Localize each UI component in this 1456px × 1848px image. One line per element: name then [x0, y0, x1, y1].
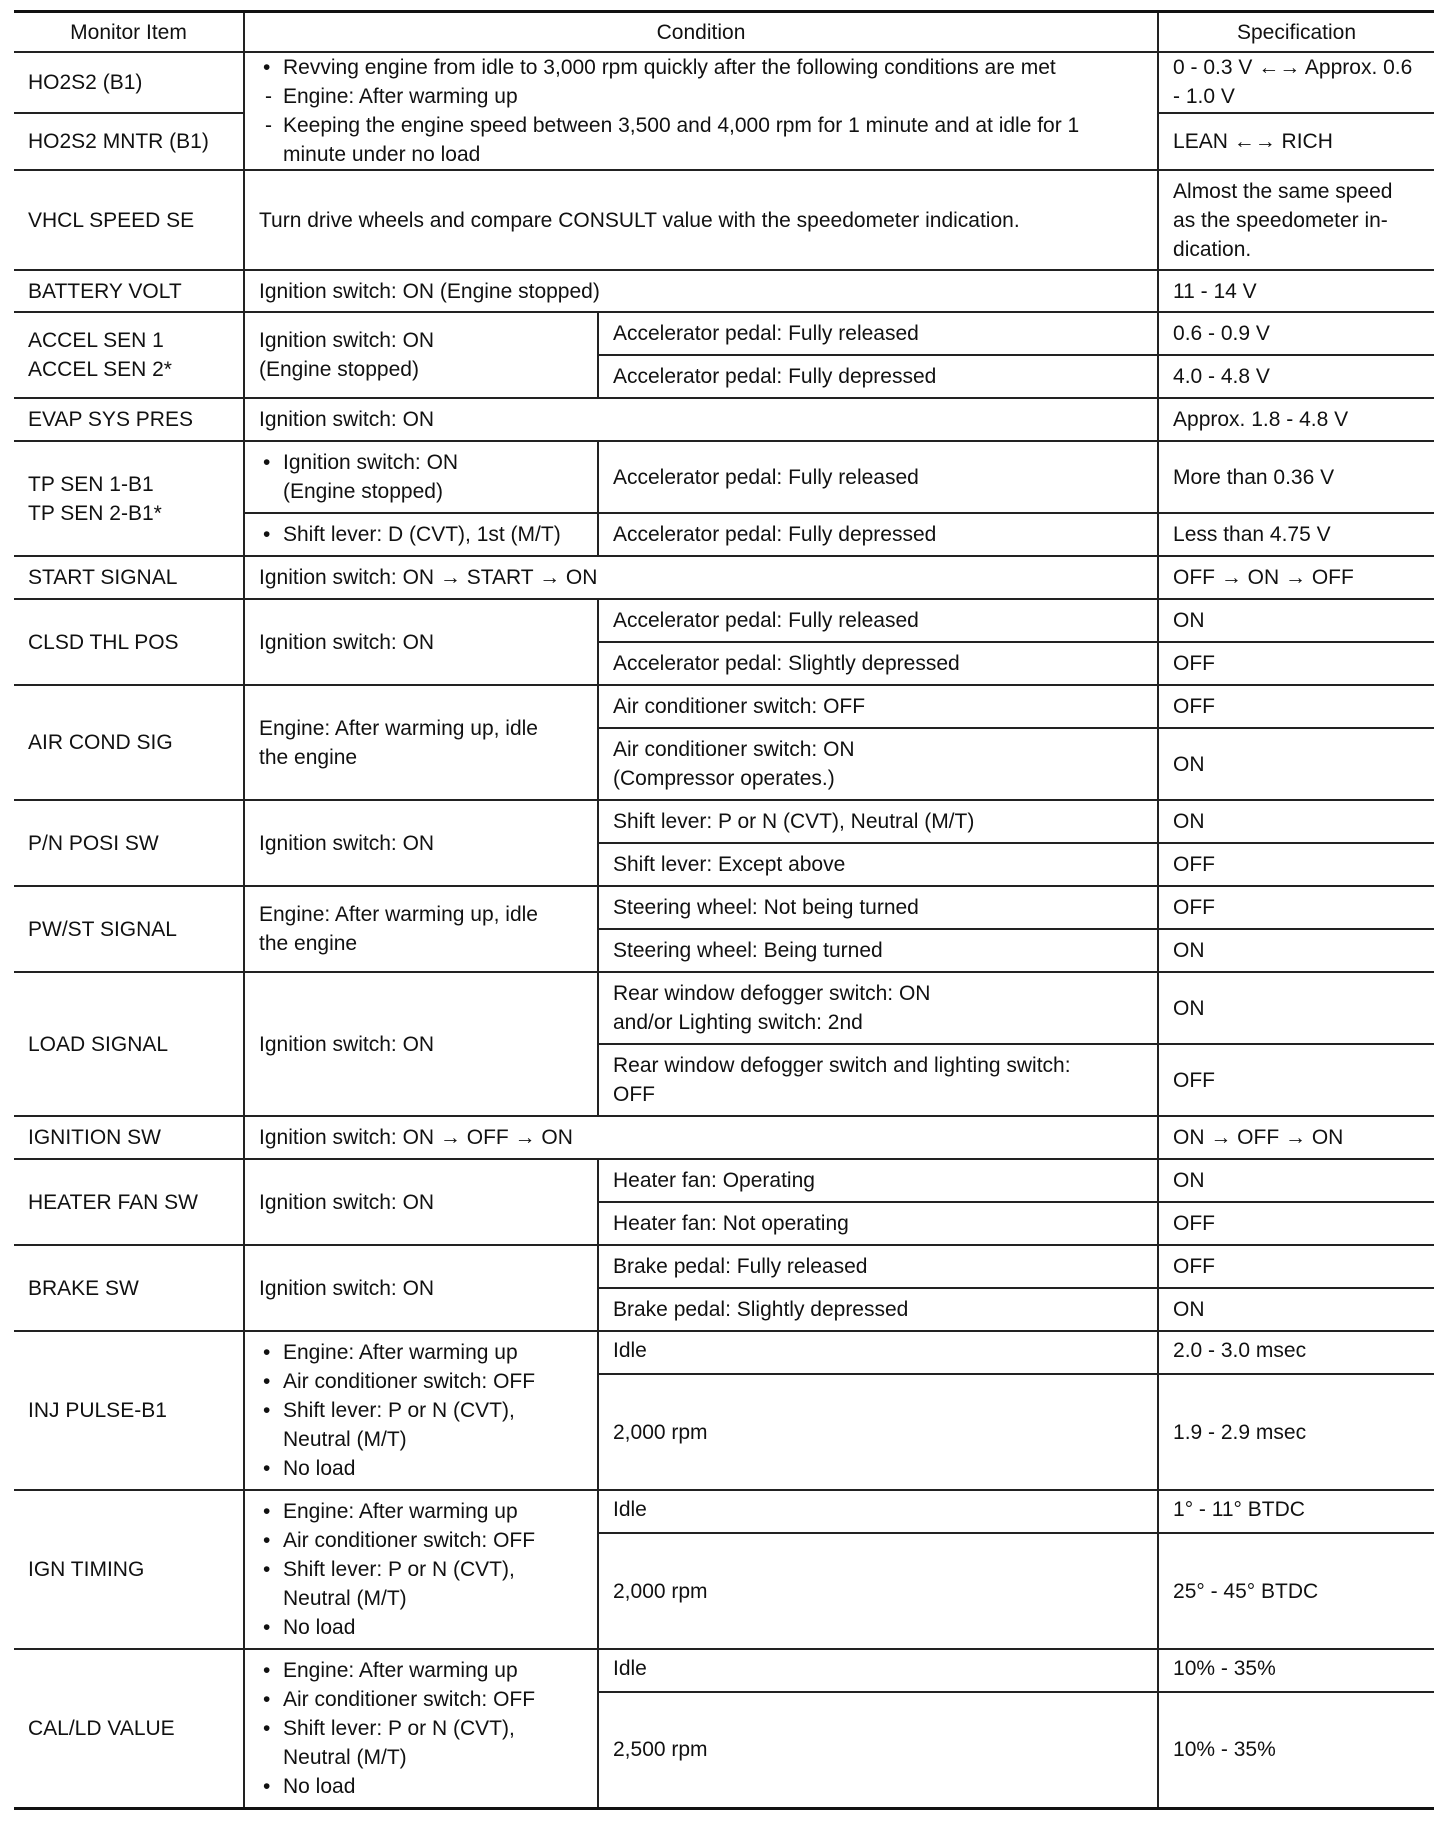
monitor-item: HEATER FAN SW — [14, 1159, 244, 1245]
sub-condition: Steering wheel: Not being turned — [598, 886, 1158, 929]
sub-condition-line: and/or Lighting switch: 2nd — [613, 1011, 863, 1034]
condition-cell — [244, 1331, 598, 1490]
spec-value: OFF — [1158, 1044, 1434, 1116]
spec-value: OFF — [1158, 1245, 1434, 1288]
table-row — [14, 1245, 1434, 1288]
monitor-item: BRAKE SW — [14, 1245, 244, 1331]
condition-cell — [244, 441, 598, 513]
table-row — [14, 312, 1434, 355]
spec-value: OFF — [1158, 1202, 1434, 1245]
sub-condition — [598, 972, 1158, 1044]
sub-condition: Shift lever: P or N (CVT), Neutral (M/T) — [598, 800, 1158, 843]
sub-condition: Accelerator pedal: Fully released — [598, 312, 1158, 355]
sub-condition: Air conditioner switch: OFF — [598, 685, 1158, 728]
spec-value: 0 - 0.3 V ←→ Approx. 0.6 - 1.0 V — [1158, 52, 1434, 113]
monitor-item: IGN TIMING — [14, 1490, 244, 1649]
table-row — [14, 556, 1434, 599]
condition-cell — [244, 513, 598, 556]
spec-value: 10% - 35% — [1158, 1692, 1434, 1808]
condition-cell: Ignition switch: ON (Engine stopped) — [244, 270, 1158, 312]
table-row — [14, 800, 1434, 843]
table-row — [14, 441, 1434, 513]
condition-line: (Engine stopped) — [259, 358, 419, 381]
spec-value: LEAN ←→ RICH — [1158, 113, 1434, 171]
condition-cell: Turn drive wheels and compare CONSULT value with the speedometer indication. — [244, 170, 1158, 270]
sub-condition: 2,000 rpm — [598, 1374, 1158, 1490]
spec-value: OFF — [1158, 642, 1434, 685]
spec-value: ON — [1158, 800, 1434, 843]
monitor-item: LOAD SIGNAL — [14, 972, 244, 1116]
monitor-item: PW/ST SIGNAL — [14, 886, 244, 972]
condition-line: • Shift lever: P or N (CVT), — [283, 1716, 515, 1740]
table-row — [14, 1331, 1434, 1374]
condition-bullet: • Shift lever: D (CVT), 1st (M/T) — [259, 520, 583, 549]
monitor-item: CLSD THL POS — [14, 599, 244, 685]
condition-line: • Ignition switch: ON — [283, 451, 459, 474]
monitor-item: HO2S2 MNTR (B1) — [14, 113, 244, 171]
condition-cell — [244, 312, 598, 398]
sub-condition-line: Rear window defogger switch: ON — [613, 982, 931, 1005]
spec-value: More than 0.36 V — [1158, 441, 1434, 513]
condition-line: (Engine stopped) — [283, 480, 443, 503]
condition-bullet: • Engine: After warming up — [259, 1338, 583, 1367]
sub-condition: Idle — [598, 1331, 1158, 1374]
condition-cell — [244, 886, 598, 972]
spec-value: OFF → ON → OFF — [1158, 556, 1434, 599]
spec-value: 1° - 11° BTDC — [1158, 1490, 1434, 1533]
sub-condition: Idle — [598, 1490, 1158, 1533]
monitor-item: INJ PULSE-B1 — [14, 1331, 244, 1490]
condition-cell — [244, 685, 598, 800]
table-row — [14, 1649, 1434, 1692]
condition-cell: Ignition switch: ON — [244, 599, 598, 685]
sub-condition — [598, 1044, 1158, 1116]
sub-condition: Accelerator pedal: Fully released — [598, 441, 1158, 513]
spec-value: Less than 4.75 V — [1158, 513, 1434, 556]
monitor-item: IGNITION SW — [14, 1116, 244, 1159]
condition-cell: Ignition switch: ON → START → ON — [244, 556, 1158, 599]
sub-condition: 2,500 rpm — [598, 1692, 1158, 1808]
table-row — [14, 1159, 1434, 1202]
sub-condition: Steering wheel: Being turned — [598, 929, 1158, 972]
sub-condition: Idle — [598, 1649, 1158, 1692]
condition-line: Neutral (M/T) — [283, 1745, 407, 1769]
header-condition: Condition — [244, 12, 1158, 53]
spec-value: ON — [1158, 929, 1434, 972]
sub-condition: Shift lever: Except above — [598, 843, 1158, 886]
spec-value: OFF — [1158, 886, 1434, 929]
sub-condition-line: OFF — [613, 1083, 655, 1106]
condition-dash: - Keeping the engine speed between 3,500 and 4,000 rpm for 1 minute and at idle for 1 minute under no load — [259, 111, 1143, 169]
header-row — [14, 12, 1434, 53]
spec-value: OFF — [1158, 685, 1434, 728]
sub-condition: Accelerator pedal: Fully released — [598, 599, 1158, 642]
condition-bullet — [259, 1714, 583, 1772]
monitor-spec-table — [14, 10, 1434, 1810]
table-row — [14, 599, 1434, 642]
condition-cell: Ignition switch: ON — [244, 1159, 598, 1245]
sub-condition: 2,000 rpm — [598, 1533, 1158, 1649]
sub-condition: Brake pedal: Slightly depressed — [598, 1288, 1158, 1331]
spec-value: OFF — [1158, 843, 1434, 886]
sub-condition-line: Rear window defogger switch and lighting switch: — [613, 1054, 1071, 1077]
sub-condition: Heater fan: Operating — [598, 1159, 1158, 1202]
condition-line: Engine: After warming up, idle — [259, 903, 538, 926]
condition-line: the engine — [259, 932, 358, 955]
monitor-item: VHCL SPEED SE — [14, 170, 244, 270]
spec-value: ON → OFF → ON — [1158, 1116, 1434, 1159]
condition-bullet — [259, 448, 583, 506]
spec-value: ON — [1158, 599, 1434, 642]
condition-cell — [244, 1649, 598, 1808]
sub-condition-line: Air conditioner switch: ON — [613, 738, 855, 761]
spec-value: Approx. 1.8 - 4.8 V — [1158, 398, 1434, 441]
condition-cell — [244, 1490, 598, 1649]
monitor-item: HO2S2 (B1) — [14, 52, 244, 113]
sub-condition — [598, 728, 1158, 800]
spec-value: ON — [1158, 1159, 1434, 1202]
spec-value: 11 - 14 V — [1158, 270, 1434, 312]
condition-cell: Ignition switch: ON — [244, 972, 598, 1116]
condition-bullet: • Air conditioner switch: OFF — [259, 1526, 583, 1555]
spec-page — [14, 10, 1434, 1810]
sub-condition: Accelerator pedal: Fully depressed — [598, 513, 1158, 556]
condition-bullet: • Revving engine from idle to 3,000 rpm quickly after the following conditions are met — [259, 53, 1143, 82]
monitor-item — [14, 441, 244, 556]
monitor-item: CAL/LD VALUE — [14, 1649, 244, 1808]
spec-value: 0.6 - 0.9 V — [1158, 312, 1434, 355]
condition-line: Neutral (M/T) — [283, 1428, 407, 1451]
spec-value: 10% - 35% — [1158, 1649, 1434, 1692]
monitor-item-line: ACCEL SEN 1 — [28, 329, 164, 352]
monitor-item — [14, 312, 244, 398]
sub-condition: Heater fan: Not operating — [598, 1202, 1158, 1245]
table-row — [14, 1116, 1434, 1159]
monitor-item: AIR COND SIG — [14, 685, 244, 800]
table-row — [14, 398, 1434, 441]
table-row — [14, 270, 1434, 312]
sub-condition: Accelerator pedal: Slightly depressed — [598, 642, 1158, 685]
condition-line: • Shift lever: P or N (CVT), — [283, 1399, 515, 1422]
sub-condition-line: (Compressor operates.) — [613, 767, 835, 790]
monitor-item: BATTERY VOLT — [14, 270, 244, 312]
sub-condition: Accelerator pedal: Fully depressed — [598, 355, 1158, 398]
table-row — [14, 1490, 1434, 1533]
table-row — [14, 52, 1434, 113]
condition-bullet: • Air conditioner switch: OFF — [259, 1367, 583, 1396]
condition-cell: Ignition switch: ON — [244, 398, 1158, 441]
monitor-item-line: TP SEN 2-B1* — [28, 501, 162, 525]
condition-line: • Shift lever: P or N (CVT), — [283, 1558, 515, 1581]
condition-bullet: • Engine: After warming up — [259, 1656, 583, 1685]
spec-value: 25° - 45° BTDC — [1158, 1533, 1434, 1649]
condition-cell: Ignition switch: ON — [244, 1245, 598, 1331]
spec-value: ON — [1158, 728, 1434, 800]
header-specification: Specification — [1158, 12, 1434, 53]
spec-value: 4.0 - 4.8 V — [1158, 355, 1434, 398]
condition-cell: Ignition switch: ON → OFF → ON — [244, 1116, 1158, 1159]
table-row — [14, 685, 1434, 728]
table-row — [14, 170, 1434, 270]
condition-dash: - Engine: After warming up — [259, 82, 1143, 111]
header-monitor-item: Monitor Item — [14, 12, 244, 53]
spec-value: ON — [1158, 1288, 1434, 1331]
sub-condition: Brake pedal: Fully released — [598, 1245, 1158, 1288]
monitor-item: START SIGNAL — [14, 556, 244, 599]
monitor-item-line: ACCEL SEN 2* — [28, 358, 172, 381]
condition-line: Ignition switch: ON — [259, 329, 435, 352]
spec-value: Almost the same speed as the speedometer in-dication. — [1158, 170, 1434, 270]
condition-bullet — [259, 1396, 583, 1454]
condition-bullet: • Air conditioner switch: OFF — [259, 1685, 583, 1714]
condition-bullet: • No load — [259, 1613, 583, 1642]
condition-cell: Ignition switch: ON — [244, 800, 598, 886]
condition-bullet: • No load — [259, 1772, 583, 1801]
spec-value: 2.0 - 3.0 msec — [1158, 1331, 1434, 1374]
monitor-item-line: TP SEN 1-B1 — [28, 472, 154, 496]
monitor-item: P/N POSI SW — [14, 800, 244, 886]
condition-cell — [244, 52, 1158, 170]
condition-bullet — [259, 1555, 583, 1613]
spec-value: ON — [1158, 972, 1434, 1044]
condition-line: Engine: After warming up, idle — [259, 716, 538, 740]
condition-bullet: • Engine: After warming up — [259, 1497, 583, 1526]
condition-line: Neutral (M/T) — [283, 1587, 407, 1610]
monitor-item: EVAP SYS PRES — [14, 398, 244, 441]
condition-line: the engine — [259, 745, 358, 769]
condition-bullet: • No load — [259, 1454, 583, 1483]
spec-value: 1.9 - 2.9 msec — [1158, 1374, 1434, 1490]
table-row — [14, 886, 1434, 929]
table-row — [14, 972, 1434, 1044]
